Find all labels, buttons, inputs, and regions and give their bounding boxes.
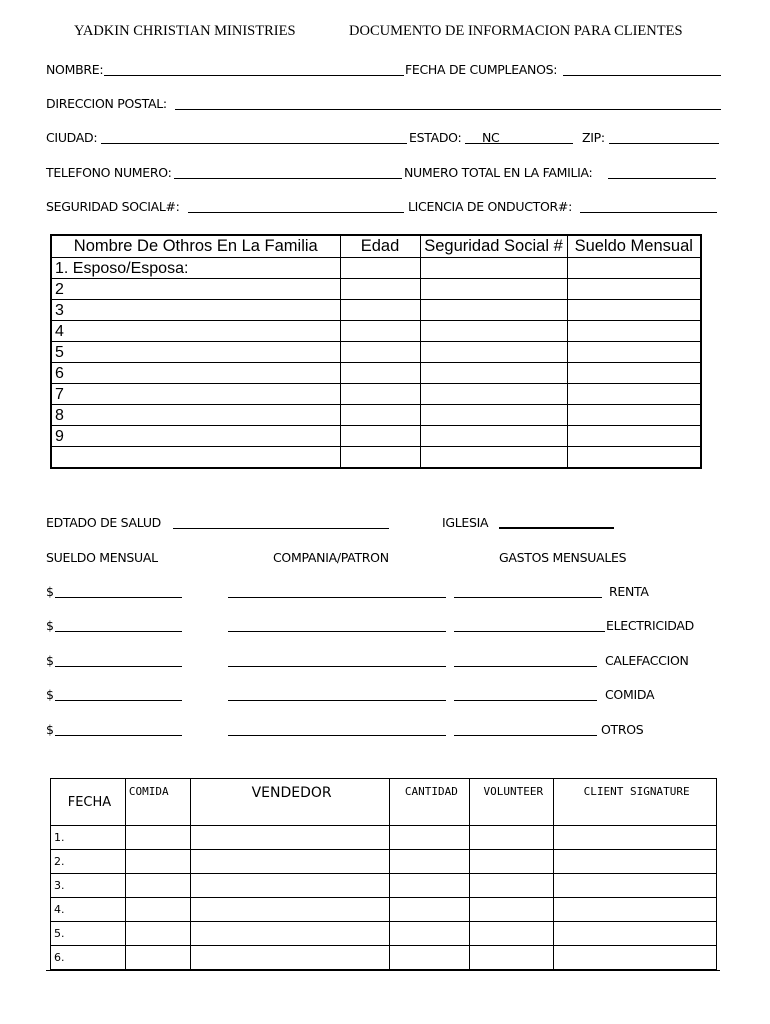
dollar-sign: $	[46, 618, 54, 633]
gasto-otros-label: OTROS	[601, 722, 644, 737]
gasto-field[interactable]	[454, 700, 597, 701]
family-row-label: 6	[51, 363, 340, 384]
table-cell[interactable]	[390, 898, 470, 922]
total-familia-field[interactable]	[608, 178, 716, 179]
table-cell[interactable]	[340, 321, 420, 342]
table-cell[interactable]	[567, 321, 701, 342]
table-cell[interactable]	[125, 874, 190, 898]
table-row	[51, 279, 701, 300]
seguridad-social-field[interactable]	[188, 212, 404, 213]
dollar-sign: $	[46, 687, 54, 702]
table-cell[interactable]	[470, 898, 554, 922]
table-cell[interactable]	[390, 922, 470, 946]
table-cell[interactable]	[420, 258, 567, 279]
dollar-sign: $	[46, 584, 54, 599]
table-cell[interactable]	[190, 922, 390, 946]
table-cell[interactable]	[420, 405, 567, 426]
compania-header: COMPANIA/PATRON	[273, 550, 389, 565]
table-cell[interactable]	[554, 874, 717, 898]
table-cell[interactable]	[554, 922, 717, 946]
gasto-electricidad-label: ELECTRICIDAD	[606, 618, 694, 633]
table-row	[51, 874, 717, 898]
table-cell[interactable]	[554, 850, 717, 874]
table-row	[51, 826, 717, 850]
table-cell[interactable]	[340, 300, 420, 321]
ciudad-field[interactable]	[101, 143, 407, 144]
seguridad-social-label: SEGURIDAD SOCIAL#:	[46, 199, 180, 214]
table-row	[51, 922, 717, 946]
table-row	[51, 405, 701, 426]
bottom-rule	[46, 970, 720, 971]
table-row	[51, 384, 701, 405]
gastos-header: GASTOS MENSUALES	[499, 550, 627, 565]
compania-field[interactable]	[228, 597, 446, 598]
log-col-fecha: FECHA	[51, 779, 126, 826]
zip-field[interactable]	[609, 143, 719, 144]
log-row-number: 2.	[51, 850, 126, 874]
table-row	[51, 447, 701, 469]
table-cell[interactable]	[567, 426, 701, 447]
log-col-signature: CLIENT SIGNATURE	[554, 779, 717, 826]
telefono-label: TELEFONO NUMERO:	[46, 165, 172, 180]
log-col-volunteer: VOLUNTEER	[470, 779, 554, 826]
table-cell[interactable]	[420, 384, 567, 405]
ciudad-label: CIUDAD:	[46, 130, 98, 145]
log-row-number: 5.	[51, 922, 126, 946]
table-cell[interactable]	[340, 363, 420, 384]
table-cell[interactable]	[125, 850, 190, 874]
sueldo-field[interactable]	[55, 666, 182, 667]
table-cell[interactable]	[390, 946, 470, 970]
total-familia-label: NUMERO TOTAL EN LA FAMILIA:	[404, 165, 593, 180]
table-cell[interactable]	[567, 258, 701, 279]
family-members-table	[50, 234, 702, 469]
table-row	[51, 898, 717, 922]
gasto-field[interactable]	[454, 666, 597, 667]
table-row	[51, 300, 701, 321]
zip-label: ZIP:	[582, 130, 605, 145]
fecha-cumpleanos-label: FECHA DE CUMPLEANOS:	[405, 62, 558, 77]
table-cell[interactable]	[470, 826, 554, 850]
estado-value: NC	[482, 130, 500, 145]
licencia-label: LICENCIA DE ONDUCTOR#:	[408, 199, 572, 214]
log-row-number: 6.	[51, 946, 126, 970]
table-cell[interactable]	[554, 826, 717, 850]
table-row	[51, 321, 701, 342]
table-cell[interactable]	[567, 405, 701, 426]
salud-label: EDTADO DE SALUD	[46, 515, 162, 530]
gasto-field[interactable]	[454, 631, 605, 632]
table-cell[interactable]	[125, 898, 190, 922]
organization-name: YADKIN CHRISTIAN MINISTRIES	[74, 23, 296, 39]
log-row-number: 3.	[51, 874, 126, 898]
family-row-label: 4	[51, 321, 340, 342]
log-row-number: 4.	[51, 898, 126, 922]
sueldo-mensual-header: SUELDO MENSUAL	[46, 550, 158, 565]
table-cell[interactable]	[125, 826, 190, 850]
table-cell[interactable]	[420, 342, 567, 363]
sueldo-field[interactable]	[55, 735, 182, 736]
table-row	[51, 258, 701, 279]
table-cell[interactable]	[420, 363, 567, 384]
table-cell[interactable]	[420, 321, 567, 342]
gasto-field[interactable]	[454, 597, 602, 598]
table-cell[interactable]	[190, 850, 390, 874]
family-row-label: 9	[51, 426, 340, 447]
family-col-sueldo: Sueldo Mensual	[567, 235, 701, 258]
dollar-sign: $	[46, 722, 54, 737]
estado-label: ESTADO:	[409, 130, 462, 145]
iglesia-field[interactable]	[499, 527, 614, 529]
fecha-cumpleanos-field[interactable]	[563, 75, 721, 76]
direccion-label: DIRECCION POSTAL:	[46, 96, 167, 111]
table-cell[interactable]	[470, 850, 554, 874]
sueldo-field[interactable]	[55, 597, 182, 598]
sueldo-field[interactable]	[55, 700, 182, 701]
nombre-label: NOMBRE:	[46, 62, 104, 77]
dollar-sign: $	[46, 653, 54, 668]
gasto-renta-label: RENTA	[609, 584, 649, 599]
table-cell[interactable]	[567, 363, 701, 384]
family-col-edad: Edad	[340, 235, 420, 258]
document-title: DOCUMENTO DE INFORMACION PARA CLIENTES	[349, 23, 683, 39]
log-col-vendedor: VENDEDOR	[190, 779, 390, 826]
gasto-comida-label: COMIDA	[605, 687, 655, 702]
compania-field[interactable]	[228, 700, 446, 701]
table-cell[interactable]	[420, 426, 567, 447]
table-cell[interactable]	[554, 946, 717, 970]
log-col-comida: COMIDA	[125, 779, 190, 826]
table-cell[interactable]	[340, 426, 420, 447]
table-cell[interactable]	[190, 946, 390, 970]
table-cell[interactable]	[554, 898, 717, 922]
table-cell[interactable]	[390, 850, 470, 874]
compania-field[interactable]	[228, 735, 446, 736]
table-cell[interactable]	[470, 874, 554, 898]
family-row-label: 2	[51, 279, 340, 300]
telefono-field[interactable]	[174, 178, 402, 179]
salud-field[interactable]	[173, 528, 389, 529]
iglesia-label: IGLESIA	[442, 515, 489, 530]
table-cell[interactable]	[567, 384, 701, 405]
table-cell[interactable]	[190, 898, 390, 922]
table-row	[51, 342, 701, 363]
table-cell[interactable]	[420, 447, 567, 469]
family-col-seguridad: Seguridad Social #	[420, 235, 567, 258]
table-cell[interactable]	[567, 342, 701, 363]
log-row-number: 1.	[51, 826, 126, 850]
table-row	[51, 363, 701, 384]
direccion-field[interactable]	[175, 109, 721, 110]
nombre-field[interactable]	[104, 75, 404, 76]
table-cell[interactable]	[567, 447, 701, 469]
table-cell[interactable]	[125, 946, 190, 970]
table-cell[interactable]	[390, 826, 470, 850]
table-cell[interactable]	[340, 258, 420, 279]
table-cell[interactable]	[420, 279, 567, 300]
table-row	[51, 946, 717, 970]
table-cell[interactable]	[125, 922, 190, 946]
family-row-label: 7	[51, 384, 340, 405]
sueldo-field[interactable]	[55, 631, 182, 632]
table-cell[interactable]	[567, 279, 701, 300]
family-col-name: Nombre De Othros En La Familia	[51, 235, 340, 258]
family-row-label: 1. Esposo/Esposa:	[51, 258, 340, 279]
table-cell[interactable]	[390, 874, 470, 898]
family-row-label: 8	[51, 405, 340, 426]
table-cell[interactable]	[340, 384, 420, 405]
table-cell[interactable]	[567, 300, 701, 321]
compania-field[interactable]	[228, 631, 446, 632]
distribution-log-table	[50, 778, 717, 970]
licencia-field[interactable]	[580, 212, 717, 213]
gasto-calefaccion-label: CALEFACCION	[605, 653, 689, 668]
table-row	[51, 850, 717, 874]
table-cell[interactable]	[190, 874, 390, 898]
table-cell[interactable]	[420, 300, 567, 321]
table-cell[interactable]	[340, 405, 420, 426]
table-cell[interactable]	[340, 342, 420, 363]
log-col-cantidad: CANTIDAD	[390, 779, 470, 826]
table-row	[51, 426, 701, 447]
family-row-label: 5	[51, 342, 340, 363]
table-cell[interactable]	[340, 279, 420, 300]
family-row-label	[51, 447, 340, 469]
table-cell[interactable]	[470, 946, 554, 970]
table-cell[interactable]	[340, 447, 420, 469]
compania-field[interactable]	[228, 666, 446, 667]
table-cell[interactable]	[470, 922, 554, 946]
table-cell[interactable]	[190, 826, 390, 850]
family-row-label: 3	[51, 300, 340, 321]
gasto-field[interactable]	[454, 735, 597, 736]
